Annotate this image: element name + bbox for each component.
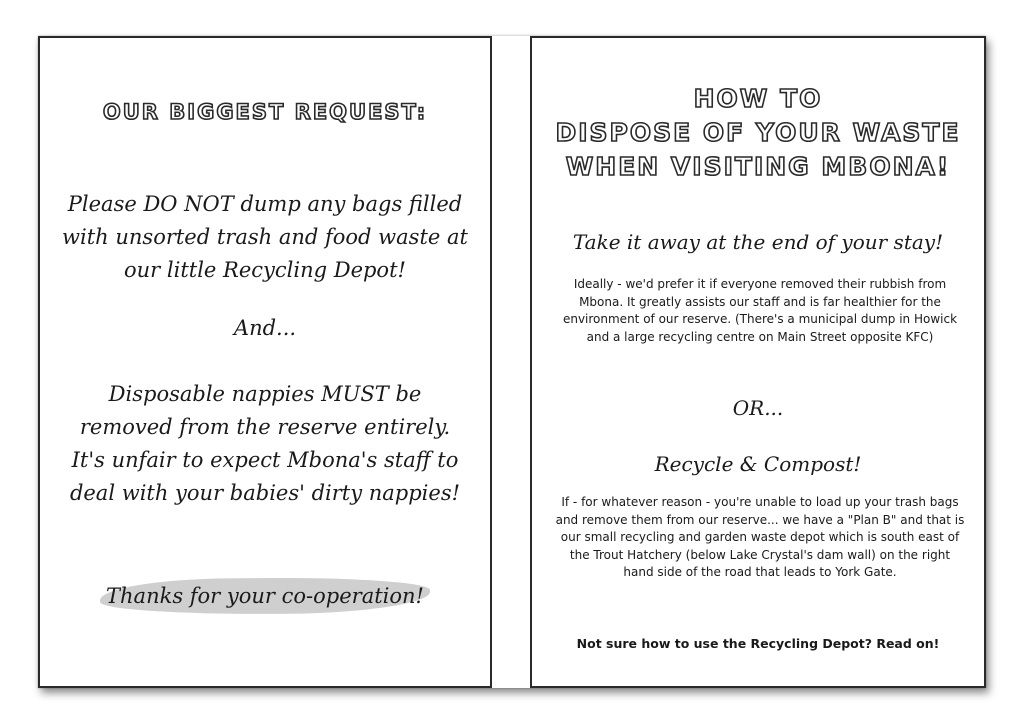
footer-text: Not sure how to use the Recycling Depot? Read on! bbox=[576, 636, 940, 651]
option1-heading: Take it away at the end of your stay! bbox=[572, 230, 944, 254]
and-text: And... bbox=[233, 316, 297, 340]
page-gutter bbox=[492, 36, 530, 688]
nappies-paragraph: Disposable nappies MUST be removed from the reserve entirely. It's unfair to expect Mbona's staff to deal with your babies' dirty nappies! bbox=[69, 382, 461, 505]
option2-heading: Recycle & Compost! bbox=[654, 452, 862, 476]
option1-paragraph: Ideally - we'd prefer it if everyone removed their rubbish from Mbona. It greatly assists our staff and is far healthier for the environment of our reserve. (There's a municipal dump in Howick and a large recycling centre on Main Street opposite KFC) bbox=[562, 277, 958, 344]
brochure-spread bbox=[38, 36, 986, 688]
title-line: DISPOSE OF YOUR WASTE bbox=[555, 118, 961, 147]
option2-paragraph: If - for whatever reason - you're unable to load up your trash bags and remove them from our reserve... we have a "Plan B" and that is our small recycling and garden waste depot which is south east of the Trout Hatchery (below Lake Crystal's dam wall) on the right hand side of the road that leads to York Gate. bbox=[555, 495, 965, 579]
title-line: WHEN VISITING MBONA! bbox=[565, 152, 951, 181]
left-page-title: OUR BIGGEST REQUEST: bbox=[102, 100, 428, 124]
or-text: OR... bbox=[732, 396, 784, 420]
thanks-text: Thanks for your co-operation! bbox=[106, 584, 424, 608]
thanks-banner bbox=[100, 572, 430, 620]
right-page-title bbox=[532, 82, 984, 184]
title-line: HOW TO bbox=[693, 84, 823, 113]
right-page bbox=[530, 36, 986, 688]
request-paragraph: Please DO NOT dump any bags filled with unsorted trash and food waste at our little Recycling Depot! bbox=[62, 192, 468, 282]
left-page bbox=[38, 36, 492, 688]
